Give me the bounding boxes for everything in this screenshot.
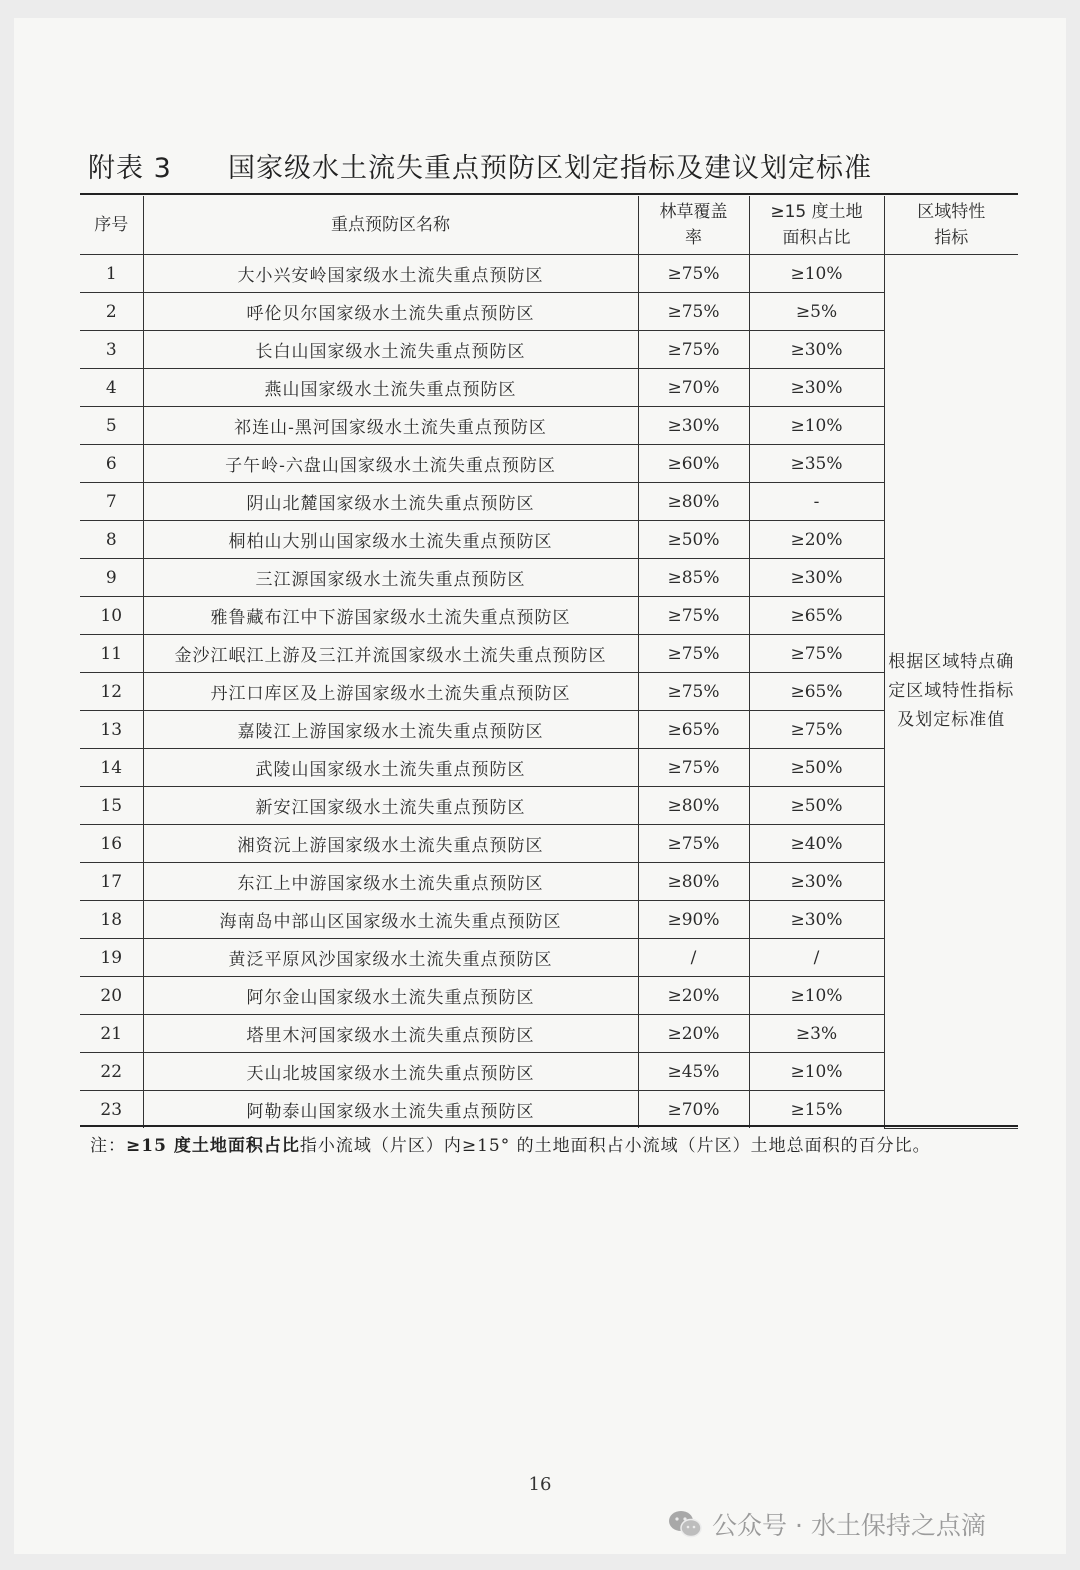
row-index: 7 — [80, 483, 143, 521]
row-slope-ratio: ≥3% — [749, 1015, 884, 1053]
row-index: 2 — [80, 293, 143, 331]
row-slope-ratio: ≥65% — [749, 597, 884, 635]
row-index: 19 — [80, 939, 143, 977]
row-name: 湘资沅上游国家级水土流失重点预防区 — [143, 825, 638, 863]
row-forest-coverage: ≥75% — [638, 635, 749, 673]
row-index: 6 — [80, 445, 143, 483]
row-forest-coverage: ≥30% — [638, 407, 749, 445]
row-forest-coverage: ≥75% — [638, 673, 749, 711]
region-indicator-cell: 根据区域特点确定区域特性指标及划定标准值 — [884, 255, 1018, 1129]
row-name: 嘉陵江上游国家级水土流失重点预防区 — [143, 711, 638, 749]
row-forest-coverage: ≥75% — [638, 825, 749, 863]
row-forest-coverage: ≥20% — [638, 1015, 749, 1053]
row-forest-coverage: ≥45% — [638, 1053, 749, 1091]
header-forest-coverage: 林草覆盖 率 — [638, 196, 749, 255]
row-index: 22 — [80, 1053, 143, 1091]
table-row — [80, 1053, 1018, 1091]
row-name: 天山北坡国家级水土流失重点预防区 — [143, 1053, 638, 1091]
table-row — [80, 863, 1018, 901]
row-index: 8 — [80, 521, 143, 559]
row-name: 雅鲁藏布江中下游国家级水土流失重点预防区 — [143, 597, 638, 635]
table-row — [80, 559, 1018, 597]
header-slope-ratio: ≥15 度土地 面积占比 — [749, 196, 884, 255]
page-title — [88, 146, 872, 185]
row-slope-ratio: ≥10% — [749, 255, 884, 293]
table-row — [80, 977, 1018, 1015]
table-row — [80, 787, 1018, 825]
row-name: 东江上中游国家级水土流失重点预防区 — [143, 863, 638, 901]
row-name: 祁连山-黑河国家级水土流失重点预防区 — [143, 407, 638, 445]
row-forest-coverage: / — [638, 939, 749, 977]
row-index: 10 — [80, 597, 143, 635]
row-forest-coverage: ≥80% — [638, 483, 749, 521]
row-name: 阿勒泰山国家级水土流失重点预防区 — [143, 1091, 638, 1129]
row-index: 11 — [80, 635, 143, 673]
row-forest-coverage: ≥20% — [638, 977, 749, 1015]
row-slope-ratio: ≥75% — [749, 635, 884, 673]
row-forest-coverage: ≥60% — [638, 445, 749, 483]
row-name: 大小兴安岭国家级水土流失重点预防区 — [143, 255, 638, 293]
row-index: 5 — [80, 407, 143, 445]
table-row — [80, 407, 1018, 445]
row-name: 黄泛平原风沙国家级水土流失重点预防区 — [143, 939, 638, 977]
row-slope-ratio: / — [749, 939, 884, 977]
row-slope-ratio: ≥30% — [749, 369, 884, 407]
row-name: 塔里木河国家级水土流失重点预防区 — [143, 1015, 638, 1053]
row-name: 燕山国家级水土流失重点预防区 — [143, 369, 638, 407]
watermark — [668, 1506, 986, 1542]
row-index: 20 — [80, 977, 143, 1015]
wechat-icon — [668, 1509, 702, 1539]
row-name: 新安江国家级水土流失重点预防区 — [143, 787, 638, 825]
table-row — [80, 635, 1018, 673]
row-index: 12 — [80, 673, 143, 711]
row-index: 21 — [80, 1015, 143, 1053]
row-name: 阿尔金山国家级水土流失重点预防区 — [143, 977, 638, 1015]
table-row — [80, 673, 1018, 711]
row-index: 14 — [80, 749, 143, 787]
row-slope-ratio: ≥50% — [749, 787, 884, 825]
table-row — [80, 749, 1018, 787]
row-slope-ratio: ≥5% — [749, 293, 884, 331]
row-slope-ratio: ≥65% — [749, 673, 884, 711]
row-slope-ratio: ≥10% — [749, 977, 884, 1015]
row-slope-ratio: ≥15% — [749, 1091, 884, 1129]
row-slope-ratio: ≥30% — [749, 901, 884, 939]
footnote-definition: 指小流域（片区）内≥15° 的土地面积占小流域（片区）土地总面积的百分比。 — [299, 1136, 931, 1156]
row-name: 丹江口库区及上游国家级水土流失重点预防区 — [143, 673, 638, 711]
row-index: 9 — [80, 559, 143, 597]
row-slope-ratio: ≥10% — [749, 407, 884, 445]
table-row — [80, 521, 1018, 559]
row-name: 三江源国家级水土流失重点预防区 — [143, 559, 638, 597]
table-row — [80, 445, 1018, 483]
row-forest-coverage: ≥75% — [638, 597, 749, 635]
row-index: 4 — [80, 369, 143, 407]
row-forest-coverage: ≥70% — [638, 1091, 749, 1129]
row-slope-ratio: - — [749, 483, 884, 521]
footnote-term: ≥15 度土地面积占比 — [126, 1136, 300, 1156]
row-forest-coverage: ≥75% — [638, 749, 749, 787]
row-forest-coverage: ≥75% — [638, 331, 749, 369]
row-forest-coverage: ≥80% — [638, 787, 749, 825]
table-row — [80, 331, 1018, 369]
row-index: 18 — [80, 901, 143, 939]
row-name: 金沙江岷江上游及三江并流国家级水土流失重点预防区 — [143, 635, 638, 673]
row-slope-ratio: ≥35% — [749, 445, 884, 483]
row-name: 呼伦贝尔国家级水土流失重点预防区 — [143, 293, 638, 331]
row-forest-coverage: ≥90% — [638, 901, 749, 939]
header-region-indicator: 区域特性 指标 — [884, 196, 1018, 255]
row-index: 16 — [80, 825, 143, 863]
row-slope-ratio: ≥40% — [749, 825, 884, 863]
row-name: 阴山北麓国家级水土流失重点预防区 — [143, 483, 638, 521]
criteria-table — [80, 196, 1018, 1129]
row-slope-ratio: ≥30% — [749, 863, 884, 901]
row-index: 15 — [80, 787, 143, 825]
row-forest-coverage: ≥65% — [638, 711, 749, 749]
title-label: 附表 3 — [88, 153, 172, 184]
table-bottom-rule — [80, 1125, 1018, 1127]
table-top-rule — [80, 193, 1018, 195]
row-forest-coverage: ≥70% — [638, 369, 749, 407]
row-slope-ratio: ≥50% — [749, 749, 884, 787]
header-name: 重点预防区名称 — [143, 196, 638, 255]
table-row — [80, 1091, 1018, 1129]
row-slope-ratio: ≥10% — [749, 1053, 884, 1091]
table-row — [80, 597, 1018, 635]
row-slope-ratio: ≥20% — [749, 521, 884, 559]
table-row — [80, 939, 1018, 977]
row-slope-ratio: ≥30% — [749, 559, 884, 597]
row-name: 海南岛中部山区国家级水土流失重点预防区 — [143, 901, 638, 939]
row-name: 桐柏山大别山国家级水土流失重点预防区 — [143, 521, 638, 559]
row-name: 子午岭-六盘山国家级水土流失重点预防区 — [143, 445, 638, 483]
row-forest-coverage: ≥75% — [638, 255, 749, 293]
table-row — [80, 711, 1018, 749]
table-header-row — [80, 196, 1018, 255]
table-row — [80, 825, 1018, 863]
header-index: 序号 — [80, 196, 143, 255]
row-index: 3 — [80, 331, 143, 369]
title-text: 国家级水土流失重点预防区划定指标及建议划定标准 — [228, 153, 872, 184]
row-name: 武陵山国家级水土流失重点预防区 — [143, 749, 638, 787]
table-row — [80, 901, 1018, 939]
table-row — [80, 255, 1018, 293]
footnote-prefix: 注： — [90, 1136, 126, 1156]
row-index: 13 — [80, 711, 143, 749]
table-row — [80, 293, 1018, 331]
row-forest-coverage: ≥75% — [638, 293, 749, 331]
row-slope-ratio: ≥75% — [749, 711, 884, 749]
watermark-text: 公众号 · 水土保持之点滴 — [712, 1511, 986, 1540]
table-row — [80, 1015, 1018, 1053]
row-name: 长白山国家级水土流失重点预防区 — [143, 331, 638, 369]
table-row — [80, 369, 1018, 407]
row-slope-ratio: ≥30% — [749, 331, 884, 369]
page-number: 16 — [528, 1474, 552, 1495]
row-index: 17 — [80, 863, 143, 901]
row-index: 23 — [80, 1091, 143, 1129]
row-forest-coverage: ≥80% — [638, 863, 749, 901]
table-row — [80, 483, 1018, 521]
row-index: 1 — [80, 255, 143, 293]
row-forest-coverage: ≥50% — [638, 521, 749, 559]
row-forest-coverage: ≥85% — [638, 559, 749, 597]
table-footnote — [90, 1131, 931, 1156]
